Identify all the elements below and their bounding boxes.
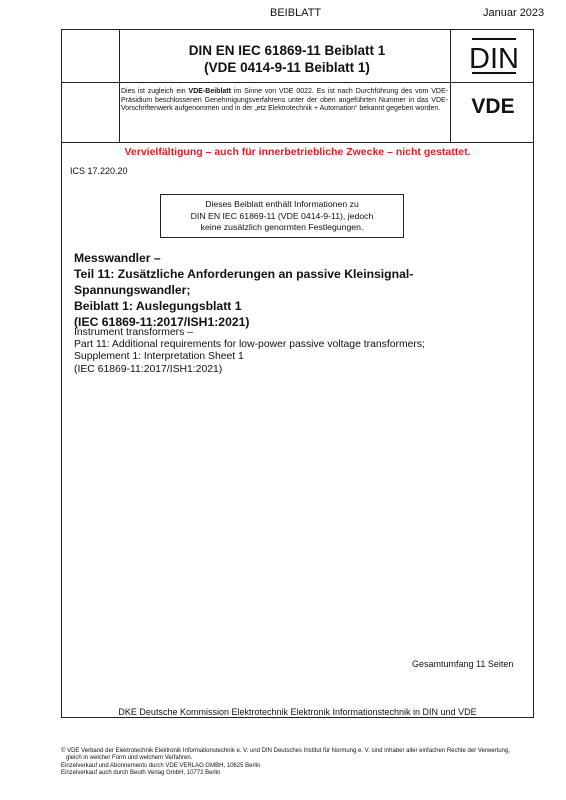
footer-line: Einzelverkauf und Abonnements durch VDE VERLAG GMBH, 10625 Berlin <box>61 762 261 769</box>
reproduction-notice: Vervielfältigung – auch für innerbetriebliche Zwecke – nicht gestattet. <box>124 146 471 158</box>
footer-line: Einzelverkauf auch durch Beuth Verlag GmbH, 10772 Berlin <box>61 770 221 777</box>
footer-line: gleich in welcher Form und welchem Verfahren. <box>61 755 193 762</box>
total-pages: Gesamtumfang 11 Seiten <box>412 659 514 669</box>
standard-number: DIN EN IEC 61869-11 Beiblatt 1 <box>188 43 386 58</box>
left-column-divider <box>119 30 120 143</box>
english-title-line: (IEC 61869-11:2017/ISH1:2021) <box>74 363 223 375</box>
vde-logo <box>454 94 532 116</box>
copyright-footer <box>61 748 510 778</box>
vde-notice-bold: VDE-Beiblatt <box>188 88 231 95</box>
english-title <box>74 327 524 376</box>
vde-notice <box>121 88 448 114</box>
ics-code: ICS 17.220.20 <box>70 166 128 176</box>
din-logo-text: DIN <box>469 43 519 75</box>
english-title-line: Instrument transformers – <box>74 327 193 338</box>
header-divider <box>62 82 533 83</box>
german-title-line: Beiblatt 1: Auslegungsblatt 1 <box>74 299 242 313</box>
german-title-line: Messwandler – <box>74 251 161 265</box>
vde-classification: (VDE 0414-9-11 Beiblatt 1) <box>204 60 370 75</box>
info-line: keine zusätzlich genormten Festlegungen. <box>200 222 364 232</box>
english-title-line: Supplement 1: Interpretation Sheet 1 <box>74 351 244 363</box>
notice-divider <box>62 142 533 143</box>
committee-name: DKE Deutsche Kommission Elektrotechnik Elektronik Informationstechnik in DIN und VDE <box>118 707 477 717</box>
info-box <box>160 194 404 238</box>
info-line: DIN EN IEC 61869-11 (VDE 0414-9-11), jedoch <box>190 210 374 221</box>
german-title-line: Teil 11: Zusätzliche Anforderungen an passive Kleinsignal- <box>74 267 414 281</box>
german-title <box>74 250 524 330</box>
footer-line: © VDE Verband der Elektrotechnik Elektronik Informationstechnik e. V. und DIN Deutsches Institut für Normung e. V. sind Inhaber aller einfachen Rechte der Verwertung, <box>61 748 510 754</box>
english-title-line: Part 11: Additional requirements for low-power passive voltage transformers; <box>74 339 425 351</box>
title-page-frame <box>61 29 534 718</box>
din-logo <box>456 36 532 76</box>
vde-logo-text: VDE <box>471 95 515 116</box>
vde-notice-text-start: Dies ist zugleich ein <box>121 88 189 95</box>
document-type-label: BEIBLATT <box>270 7 322 19</box>
german-title-line: (IEC 61869-11:2017/ISH1:2021) <box>74 315 250 329</box>
vde-notice-text-end: im Sinne von VDE 0022. Es ist nach Durchführung des vom VDE-Präsidium beschlossenen Genehmigungsverfahrens unter der oben angeführten Nummer in das VDE-Vorschriftenwerk aufgenommen und in der „etz Elektrotechnik + Automation“ bekannt gegeben worden. <box>121 88 448 113</box>
publication-date: Januar 2023 <box>483 7 545 19</box>
german-title-line: Spannungswandler; <box>74 283 191 297</box>
info-line: Dieses Beiblatt enthält Informationen zu <box>205 199 359 209</box>
standard-title <box>122 42 452 76</box>
